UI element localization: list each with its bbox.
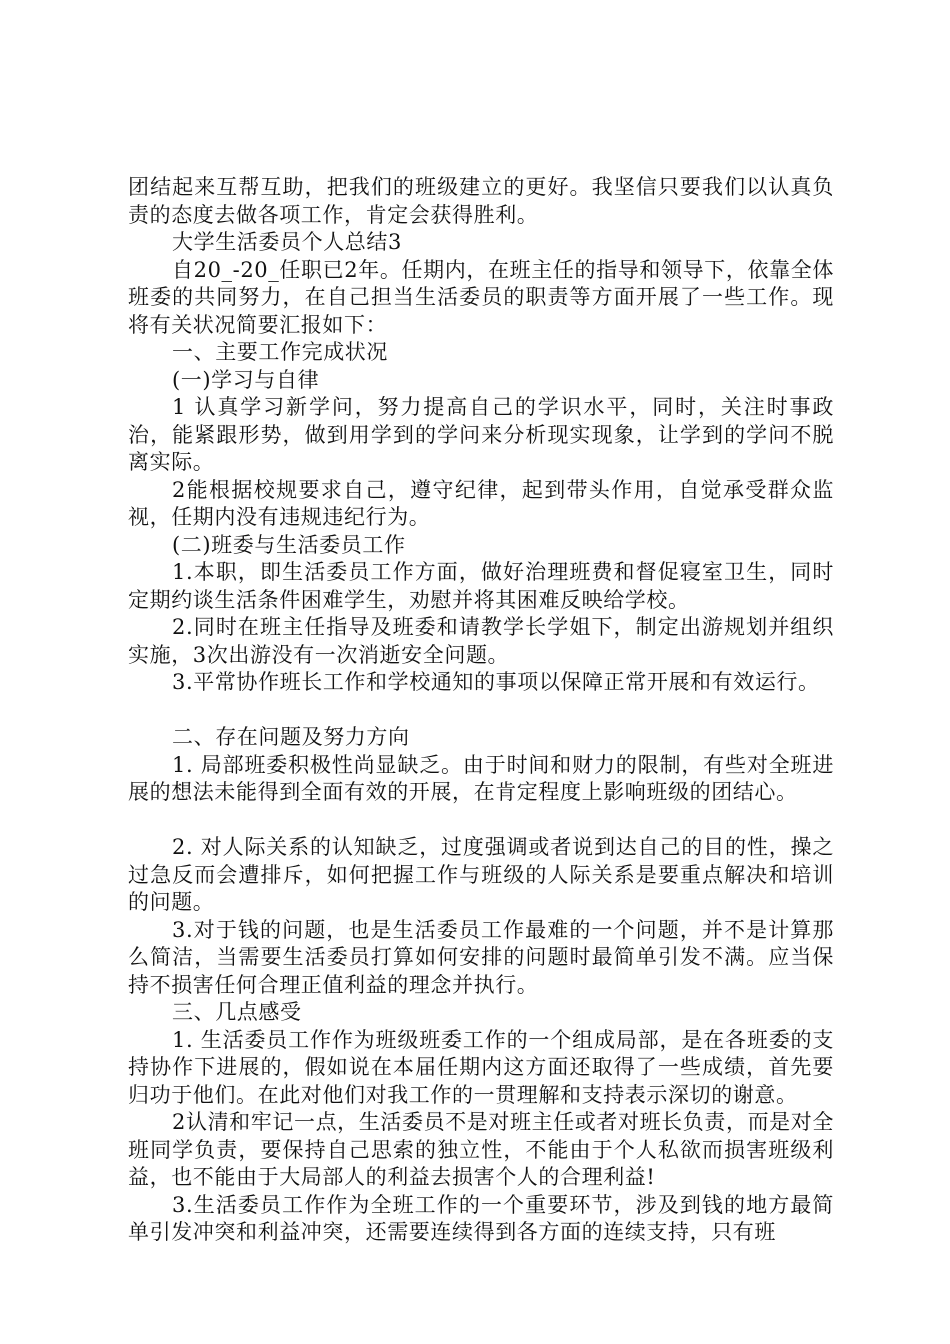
paragraph: 3.生活委员工作作为全班工作的一个重要环节，涉及到钱的地方最简单引发冲突和利益冲突，还需要连续得到各方面的连续支持，只有班 <box>128 1192 834 1244</box>
paragraph: 3.平常协作班长工作和学校通知的事项以保障正常开展和有效运行。 <box>172 670 820 694</box>
paragraph: 1. 生活委员工作作为班级班委工作的一个组成局部，是在各班委的支持协作下进展的，假如说在本届任期内这方面还取得了一些成绩，首先要归功于他们。在此对他们对我工作的一贯理解和支持表示深切的谢意。 <box>128 1027 834 1107</box>
heading-3: 三、几点感受 <box>172 1000 302 1024</box>
section-title: 大学生活委员个人总结3 <box>172 230 402 254</box>
paragraph: 3.对于钱的问题，也是生活委员工作最难的一个问题，并不是计算那么简洁，当需要生活委员打算如何安排的问题时最简单引发不满。应当保持不损害任何合理正值利益的理念并执行。 <box>128 917 834 997</box>
paragraph: 2认清和牢记一点，生活委员不是对班主任或者对班长负责，而是对全班同学负责，要保持自己思索的独立性，不能由于个人私欲而损害班级利益，也不能由于大局部人的利益去损害个人的合理利益! <box>128 1110 834 1189</box>
paragraph: 自20_-20_任职已2年。任期内，在班主任的指导和领导下，依靠全体班委的共同努力，在自己担当生活委员的职责等方面开展了一些工作。现将有关状况简要汇报如下： <box>128 257 834 337</box>
paragraph: 团结起来互帮互助，把我们的班级建立的更好。我坚信只要我们以认真负责的态度去做各项工作，肯定会获得胜利。 <box>128 175 834 227</box>
paragraph: 1.本职，即生活委员工作方面，做好治理班费和督促寝室卫生，同时定期约谈生活条件困难学生，劝慰并将其困难反映给学校。 <box>128 560 834 612</box>
blank-line <box>128 807 834 835</box>
document-body <box>128 174 834 1247</box>
paragraph: 1 认真学习新学问，努力提高自己的学识水平，同时，关注时事政治，能紧跟形势，做到用学到的学问来分析现实现象，让学到的学问不脱离实际。 <box>128 395 834 474</box>
paragraph: 2.同时在班主任指导及班委和请教学长学姐下，制定出游规划并组织实施，3次出游没有一次消逝安全问题。 <box>128 615 834 667</box>
paragraph: 1. 局部班委积极性尚显缺乏。由于时间和财力的限制，有些对全班进展的想法未能得到全面有效的开展，在肯定程度上影响班级的团结心。 <box>128 752 834 804</box>
subheading-2: (二)班委与生活委员工作 <box>172 532 406 557</box>
blank-line <box>128 697 834 725</box>
subheading-1: (一)学习与自律 <box>172 367 320 392</box>
heading-2: 二、存在问题及努力方向 <box>172 725 410 749</box>
paragraph: 2. 对人际关系的认知缺乏，过度强调或者说到达自己的目的性，操之过急反而会遭排斥，如何把握工作与班级的人际关系是要重点解决和培训的问题。 <box>128 835 834 914</box>
heading-1: 一、主要工作完成状况 <box>172 340 388 364</box>
paragraph: 2能根据校规要求自己，遵守纪律，起到带头作用，自觉承受群众监视，任期内没有违规违纪行为。 <box>128 477 834 529</box>
